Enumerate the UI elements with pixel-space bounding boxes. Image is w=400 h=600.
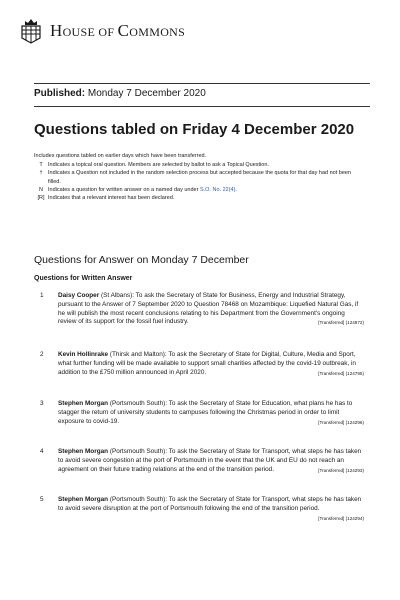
question-text: To ask the Secretary of State for Digital, Culture, Media and Sport, what further funding will be made available to support small charities affected by the covid-19 outbreak, in addition to the £750 million announced in April 2020. bbox=[58, 351, 356, 376]
subsection-title: Questions for Written Answer bbox=[34, 275, 133, 282]
question-item bbox=[34, 496, 364, 523]
question-number: 5 bbox=[40, 496, 44, 503]
standing-order-link[interactable]: S.O. No. 22(4). bbox=[199, 186, 237, 193]
question-text: To ask the Secretary of State for Business, Energy and Industrial Strategy, pursuant to the Answer of 7 September 2020 to Question 78468 on Mozambique: Liquefied Natural Gas, if he will publish the most recent conclusions relating to his Department from the Government's ongoing review of its support for the fossil fuel industry. bbox=[58, 292, 359, 326]
intro-key-block bbox=[34, 152, 364, 202]
key-symbol: [R] bbox=[37, 195, 45, 202]
question-item bbox=[34, 292, 364, 328]
member-name: Daisy Cooper bbox=[58, 292, 100, 299]
published-date: Monday 7 December 2020 bbox=[87, 88, 206, 99]
key-row bbox=[34, 194, 364, 202]
portcullis-icon bbox=[20, 18, 42, 44]
published-label: Published: bbox=[34, 88, 86, 99]
key-row bbox=[34, 169, 364, 185]
top-divider bbox=[34, 83, 370, 84]
question-ref: [Transferred] (124294) bbox=[318, 515, 364, 521]
intro-text: Includes questions tabled on earlier days which have been transferred. bbox=[34, 153, 207, 159]
constituency: (Portsmouth South): bbox=[108, 448, 169, 455]
key-text: Indicates a Question not included in the random selection process but accepted because the quota for that day had not been filled. bbox=[48, 170, 352, 185]
member-name: Kevin Hollinrake bbox=[58, 351, 109, 358]
member-name: Stephen Morgan bbox=[58, 448, 109, 455]
question-number: 3 bbox=[40, 400, 44, 407]
question-item bbox=[34, 351, 364, 378]
question-body bbox=[58, 496, 364, 523]
key-symbol: T bbox=[39, 162, 43, 169]
question-ref: [Transferred] (124293) bbox=[318, 467, 364, 473]
question-item bbox=[34, 400, 364, 427]
question-number: 2 bbox=[40, 351, 44, 358]
question-text: To ask the Secretary of State for Education, what plans he has to stagger the return of university students to campuses following the Christmas period in order to limit exposure to covid-19. bbox=[58, 400, 353, 425]
question-body bbox=[58, 292, 364, 328]
key-symbol: † bbox=[39, 170, 43, 177]
question-body bbox=[58, 351, 364, 378]
question-item bbox=[34, 448, 364, 475]
question-text: To ask the Secretary of State for Transport, what steps he has taken to avoid severe disruption at the port of Portsmouth following the end of the transition period. bbox=[58, 496, 362, 512]
published-line bbox=[34, 88, 206, 99]
key-symbol: N bbox=[39, 186, 43, 193]
question-text: To ask the Secretary of State for Transport, what steps he has taken to avoid severe congestion at the port of Portsmouth in the event that the UK and EU do not reach an agreement on their future trading relations at the end of the transition period. bbox=[58, 448, 362, 473]
question-body bbox=[58, 400, 364, 427]
question-ref: [Transferred] (124795) bbox=[318, 370, 364, 376]
question-ref: [Transferred] (124872) bbox=[318, 320, 364, 326]
question-body bbox=[58, 448, 364, 475]
member-name: Stephen Morgan bbox=[58, 496, 109, 503]
house-of-commons-title: HOUSE OF COMMONS bbox=[50, 21, 186, 40]
constituency: (Portsmouth South): bbox=[108, 496, 169, 503]
section-title: Questions for Answer on Monday 7 December bbox=[34, 254, 249, 266]
key-text: Indicates a question for written answer on a named day under S.O. No. 22(4). bbox=[48, 186, 237, 193]
question-number: 1 bbox=[40, 292, 44, 299]
constituency: (Portsmouth South): bbox=[108, 400, 169, 407]
house-of-commons-header bbox=[20, 18, 185, 44]
bottom-divider bbox=[34, 106, 370, 107]
key-text: Indicates that a relevant interest has been declared. bbox=[48, 195, 175, 202]
key-row bbox=[34, 161, 364, 169]
question-ref: [Transferred] (124296) bbox=[318, 419, 364, 425]
page-title: Questions tabled on Friday 4 December 2020 bbox=[34, 121, 355, 138]
constituency: (Thirsk and Malton): bbox=[108, 351, 169, 358]
question-number: 4 bbox=[40, 448, 44, 455]
member-name: Stephen Morgan bbox=[58, 400, 109, 407]
key-row bbox=[34, 186, 364, 194]
key-text: Indicates a topical oral question. Members are selected by ballot to ask a Topical Question. bbox=[48, 162, 269, 169]
constituency: (St Albans): bbox=[99, 292, 136, 299]
